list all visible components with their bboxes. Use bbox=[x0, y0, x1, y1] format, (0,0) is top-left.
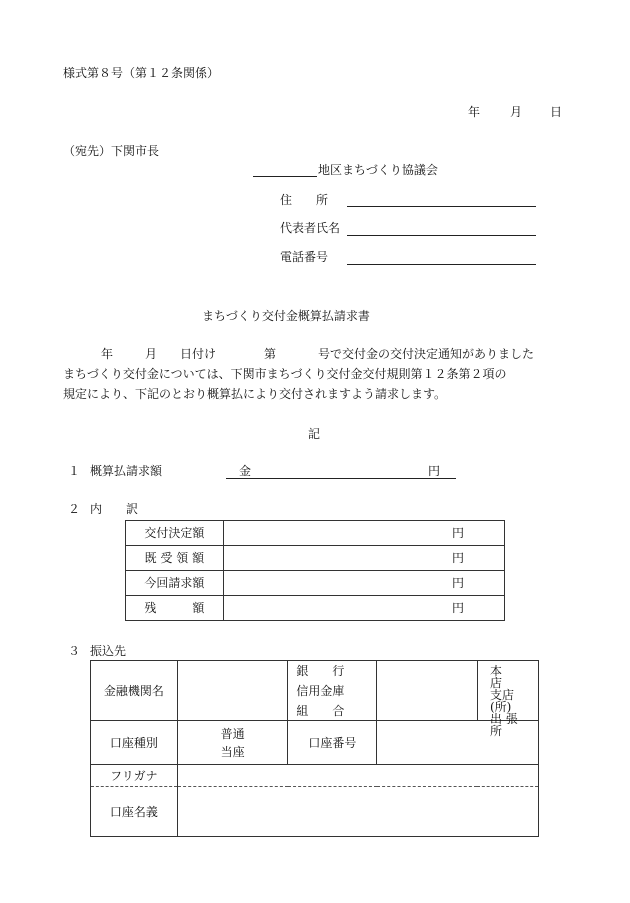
breakdown-value[interactable] bbox=[223, 571, 504, 596]
breakdown-label: 既 受 領 額 bbox=[126, 546, 224, 571]
section2-label: 内 訳 bbox=[90, 502, 145, 516]
account-name-field[interactable] bbox=[177, 787, 538, 837]
representative-field[interactable] bbox=[347, 235, 536, 236]
form-number: 様式第８号（第１２条関係） bbox=[63, 66, 220, 80]
table-row bbox=[126, 571, 505, 596]
ki-mark: 記 bbox=[308, 427, 321, 441]
request-amount-field[interactable] bbox=[226, 478, 456, 479]
bank-type-kumiai[interactable]: 組 合 bbox=[296, 703, 345, 718]
table-row bbox=[91, 661, 539, 721]
account-name-label: 口座名義 bbox=[91, 787, 178, 837]
phone-label: 電話番号 bbox=[280, 250, 329, 264]
body-no-prefix: 第 bbox=[264, 347, 277, 361]
breakdown-value[interactable] bbox=[223, 546, 504, 571]
breakdown-table bbox=[125, 520, 505, 621]
date-month: 月 bbox=[510, 105, 523, 119]
account-type-label: 口座種別 bbox=[91, 721, 178, 765]
bank-name-field[interactable] bbox=[177, 661, 288, 721]
request-amount-unit: 円 bbox=[428, 464, 441, 478]
furigana-label: フリガナ bbox=[91, 765, 178, 787]
yen-unit: 円 bbox=[451, 576, 464, 590]
yen-unit: 円 bbox=[451, 551, 464, 565]
council-label: 地区まちづくり協議会 bbox=[318, 163, 438, 177]
bank-type-cell bbox=[288, 661, 377, 721]
branch-type-branch[interactable]: 支店(所) bbox=[489, 687, 514, 714]
table-row bbox=[91, 787, 539, 837]
table-row bbox=[126, 596, 505, 621]
branch-type-main[interactable]: 本 店 bbox=[489, 663, 527, 690]
bank-table bbox=[90, 660, 539, 837]
branch-name-field[interactable] bbox=[377, 661, 478, 721]
table-row bbox=[126, 521, 505, 546]
addressee: （宛先）下関市長 bbox=[63, 144, 160, 158]
body-line1-rest: 号で交付金の交付決定通知がありました bbox=[318, 347, 535, 361]
bank-type-bank[interactable]: 銀 行 bbox=[296, 663, 345, 678]
breakdown-label: 交付決定額 bbox=[126, 521, 224, 546]
table-row bbox=[91, 765, 539, 787]
section2-number: ２ bbox=[68, 502, 81, 516]
address-label: 住 所 bbox=[280, 193, 335, 207]
section1-number: １ bbox=[68, 464, 81, 478]
account-number-label: 口座番号 bbox=[288, 721, 377, 765]
bank-name-label: 金融機関名 bbox=[91, 661, 178, 721]
table-row bbox=[126, 546, 505, 571]
request-amount-prefix: 金 bbox=[239, 464, 252, 478]
phone-field[interactable] bbox=[347, 264, 536, 265]
breakdown-value[interactable] bbox=[223, 521, 504, 546]
branch-type-cell bbox=[477, 661, 538, 738]
district-name-field[interactable] bbox=[253, 176, 317, 177]
breakdown-label: 今回請求額 bbox=[126, 571, 224, 596]
body-line2: まちづくり交付金については、下関市まちづくり交付金交付規則第１２条第２項の bbox=[63, 367, 507, 381]
representative-label: 代表者氏名 bbox=[280, 221, 341, 235]
date-day: 日 bbox=[550, 105, 563, 119]
section3-number: ３ bbox=[68, 644, 81, 658]
document-title: まちづくり交付金概算払請求書 bbox=[202, 309, 370, 323]
breakdown-value[interactable] bbox=[223, 596, 504, 621]
body-year: 年 bbox=[101, 347, 114, 361]
account-type-ordinary[interactable]: 普通 bbox=[220, 726, 245, 741]
address-field[interactable] bbox=[347, 206, 536, 207]
account-type-cell bbox=[177, 721, 288, 765]
furigana-field[interactable] bbox=[177, 765, 538, 787]
section3-label: 振込先 bbox=[90, 644, 127, 658]
date-year: 年 bbox=[468, 105, 481, 119]
yen-unit: 円 bbox=[451, 601, 464, 615]
yen-unit: 円 bbox=[451, 526, 464, 540]
bank-type-shinkin[interactable]: 信用金庫 bbox=[296, 683, 345, 698]
section1-label: 概算払請求額 bbox=[90, 464, 163, 478]
body-line3: 規定により、下記のとおり概算払により交付されますよう請求します。 bbox=[63, 387, 447, 401]
body-month: 月 bbox=[145, 347, 158, 361]
table-row bbox=[91, 721, 539, 765]
branch-type-office[interactable]: 出 張 所 bbox=[489, 711, 518, 738]
body-dated: 日付け bbox=[180, 347, 217, 361]
breakdown-label: 残 額 bbox=[126, 596, 224, 621]
account-type-current[interactable]: 当座 bbox=[220, 744, 245, 759]
